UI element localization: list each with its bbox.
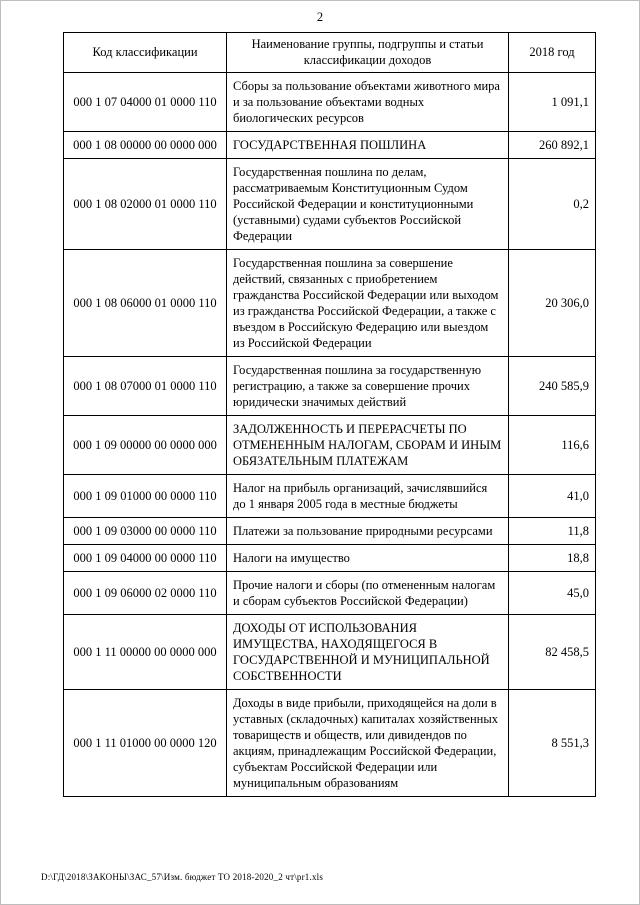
row-name-cell: Государственная пошлина по делам, рассматриваемым Конституционным Судом Российской Федерации и конституционными (уставными) судами субъектов Российской Федерации — [227, 159, 509, 250]
table-row — [64, 159, 596, 250]
row-value-cell: 240 585,9 — [509, 357, 596, 416]
row-code-cell: 000 1 09 04000 00 0000 110 — [64, 545, 227, 572]
row-code-cell: 000 1 08 06000 01 0000 110 — [64, 250, 227, 357]
page-number: 2 — [316, 10, 324, 24]
row-name-cell: Сборы за пользование объектами животного мира и за пользование объектами водных биологических ресурсов — [227, 73, 509, 132]
row-name-cell: Государственная пошлина за государственную регистрацию, а также за совершение прочих юридически значимых действий — [227, 357, 509, 416]
header-code: Код классификации — [64, 33, 227, 73]
row-value-cell: 0,2 — [509, 159, 596, 250]
table-row — [64, 615, 596, 690]
row-value-cell: 20 306,0 — [509, 250, 596, 357]
row-name-cell: Государственная пошлина за совершение действий, связанных с приобретением гражданства Российской Федерации или выходом из гражданства Российской Федерации, а также с въездом в Российскую Федерацию или выездом из Российской Федерации — [227, 250, 509, 357]
table-row — [64, 416, 596, 475]
row-value-cell: 1 091,1 — [509, 73, 596, 132]
row-code-cell: 000 1 09 01000 00 0000 110 — [64, 475, 227, 518]
budget-revenue-table — [63, 32, 596, 797]
row-name-cell: Платежи за пользование природными ресурсами — [227, 518, 509, 545]
header-year: 2018 год — [509, 33, 596, 73]
row-code-cell: 000 1 08 00000 00 0000 000 — [64, 132, 227, 159]
row-code-cell: 000 1 11 01000 00 0000 120 — [64, 690, 227, 797]
row-code-cell: 000 1 08 02000 01 0000 110 — [64, 159, 227, 250]
table-header-row — [64, 33, 596, 73]
header-name: Наименование группы, подгруппы и статьи классификации доходов — [227, 33, 509, 73]
row-code-cell: 000 1 09 06000 02 0000 110 — [64, 572, 227, 615]
table-row — [64, 357, 596, 416]
table-row — [64, 132, 596, 159]
row-code-cell: 000 1 08 07000 01 0000 110 — [64, 357, 227, 416]
row-name-cell: ГОСУДАРСТВЕННАЯ ПОШЛИНА — [227, 132, 509, 159]
row-value-cell: 8 551,3 — [509, 690, 596, 797]
row-code-cell: 000 1 11 00000 00 0000 000 — [64, 615, 227, 690]
table-row — [64, 518, 596, 545]
row-value-cell: 82 458,5 — [509, 615, 596, 690]
footer-file-path: D:\ГД\2018\ЗАКОНЫ\ЗАС_57\Изм. бюджет ТО 2018-2020_2 чт\pr1.xls — [41, 872, 324, 882]
table-row — [64, 690, 596, 797]
row-value-cell: 116,6 — [509, 416, 596, 475]
row-name-cell: Прочие налоги и сборы (по отмененным налогам и сборам субъектов Российской Федерации) — [227, 572, 509, 615]
row-value-cell: 260 892,1 — [509, 132, 596, 159]
row-name-cell: ЗАДОЛЖЕННОСТЬ И ПЕРЕРАСЧЕТЫ ПО ОТМЕНЕННЫМ НАЛОГАМ, СБОРАМ И ИНЫМ ОБЯЗАТЕЛЬНЫМ ПЛАТЕЖАМ — [227, 416, 509, 475]
row-code-cell: 000 1 09 03000 00 0000 110 — [64, 518, 227, 545]
row-name-cell: Налог на прибыль организаций, зачислявшийся до 1 января 2005 года в местные бюджеты — [227, 475, 509, 518]
table-row — [64, 572, 596, 615]
row-value-cell: 18,8 — [509, 545, 596, 572]
row-name-cell: Доходы в виде прибыли, приходящейся на доли в уставных (складочных) капиталах хозяйственных товариществ и обществ, или дивидендов по акциям, принадлежащим Российской Федерации, субъектам Российской Федерации или муниципальным образованиям — [227, 690, 509, 797]
row-name-cell: ДОХОДЫ ОТ ИСПОЛЬЗОВАНИЯ ИМУЩЕСТВА, НАХОДЯЩЕГОСЯ В ГОСУДАРСТВЕННОЙ И МУНИЦИПАЛЬНОЙ СОБСТВЕННОСТИ — [227, 615, 509, 690]
row-value-cell: 45,0 — [509, 572, 596, 615]
row-name-cell: Налоги на имущество — [227, 545, 509, 572]
row-value-cell: 41,0 — [509, 475, 596, 518]
table-row — [64, 545, 596, 572]
table-row — [64, 73, 596, 132]
row-code-cell: 000 1 07 04000 01 0000 110 — [64, 73, 227, 132]
table-row — [64, 250, 596, 357]
table-row — [64, 475, 596, 518]
row-code-cell: 000 1 09 00000 00 0000 000 — [64, 416, 227, 475]
row-value-cell: 11,8 — [509, 518, 596, 545]
